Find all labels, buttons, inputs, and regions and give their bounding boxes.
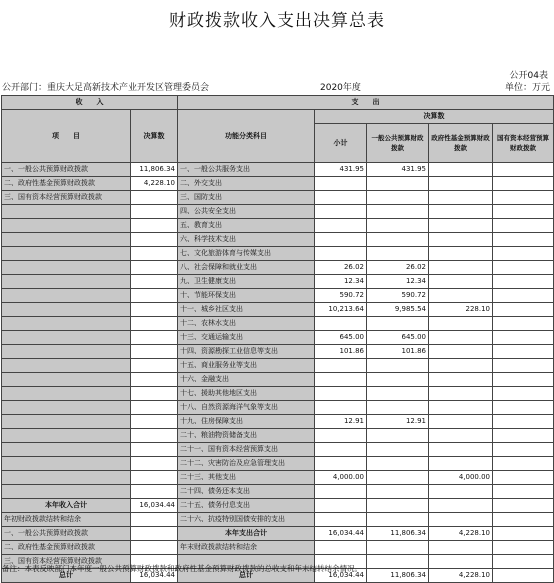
general-cell xyxy=(367,191,429,205)
general-cell: 12.34 xyxy=(367,275,429,289)
soe-capital-cell xyxy=(493,205,554,219)
income-value-cell xyxy=(131,345,178,359)
soe-capital-cell xyxy=(493,443,554,457)
expense-item-cell: 十一、城乡社区支出 xyxy=(178,303,315,317)
table-row xyxy=(2,471,554,485)
table-row xyxy=(2,275,554,289)
soe-capital-cell xyxy=(493,219,554,233)
general-cell xyxy=(367,359,429,373)
expense-item-cell: 二十一、国有资本经营预算支出 xyxy=(178,443,315,457)
income-item-cell xyxy=(2,317,131,331)
income-item-cell: 二、政府性基金预算财政拨款 xyxy=(2,541,131,555)
income-value-cell: 16,034.44 xyxy=(131,499,178,513)
final-amount-header: 决算数 xyxy=(131,110,178,163)
soe-capital-cell xyxy=(493,345,554,359)
expense-item-cell: 二、外交支出 xyxy=(178,177,315,191)
year-label: 2020年度 xyxy=(320,83,361,93)
gov-fund-cell xyxy=(429,275,493,289)
total-cell: 16,034.44 xyxy=(315,569,367,583)
total-cell: 12.91 xyxy=(315,415,367,429)
income-value-cell xyxy=(131,261,178,275)
general-cell xyxy=(367,387,429,401)
gov-fund-cell: 4,228.10 xyxy=(429,569,493,583)
soe-capital-cell xyxy=(493,415,554,429)
soe-capital-cell xyxy=(493,401,554,415)
income-value-cell xyxy=(131,303,178,317)
table-row xyxy=(2,429,554,443)
general-cell xyxy=(367,233,429,247)
general-cell xyxy=(367,177,429,191)
general-cell xyxy=(367,205,429,219)
general-cell xyxy=(367,401,429,415)
general-cell xyxy=(367,317,429,331)
gov-fund-cell xyxy=(429,247,493,261)
gov-fund-cell xyxy=(429,499,493,513)
expense-item-cell: 十六、金融支出 xyxy=(178,373,315,387)
general-cell xyxy=(367,555,429,569)
gov-fund-cell xyxy=(429,401,493,415)
total-cell: 16,034.44 xyxy=(315,527,367,541)
total-cell xyxy=(315,191,367,205)
income-item-cell xyxy=(2,443,131,457)
header-row-1 xyxy=(2,96,554,110)
total-cell xyxy=(315,247,367,261)
soe-capital-cell xyxy=(493,303,554,317)
general-cell: 645.00 xyxy=(367,331,429,345)
gov-fund-cell xyxy=(429,177,493,191)
total-cell xyxy=(315,373,367,387)
income-item-cell xyxy=(2,219,131,233)
gov-fund-cell xyxy=(429,429,493,443)
summary-row xyxy=(2,499,554,513)
soe-capital-cell xyxy=(493,275,554,289)
department-label: 公开部门：重庆大足高新技术产业开发区管理委员会 xyxy=(2,83,210,93)
gov-fund-cell xyxy=(429,387,493,401)
expense-item-cell: 六、科学技术支出 xyxy=(178,233,315,247)
soe-capital-cell xyxy=(493,485,554,499)
page-title: 财政拨款收入支出决算总表 xyxy=(169,11,385,31)
general-cell xyxy=(367,513,429,527)
expense-item-cell: 二十三、其他支出 xyxy=(178,471,315,485)
table-row xyxy=(2,205,554,219)
total-cell: 26.02 xyxy=(315,261,367,275)
table-row xyxy=(2,233,554,247)
table-row xyxy=(2,317,554,331)
total-cell xyxy=(315,485,367,499)
item-header: 项 目 xyxy=(2,110,131,163)
income-value-cell xyxy=(131,359,178,373)
table-row xyxy=(2,289,554,303)
soe-capital-cell xyxy=(493,233,554,247)
total-cell: 12.34 xyxy=(315,275,367,289)
expense-item-cell: 二十五、债务付息支出 xyxy=(178,499,315,513)
gov-fund-cell xyxy=(429,345,493,359)
soe-capital-cell xyxy=(493,373,554,387)
general-cell: 9,985.54 xyxy=(367,303,429,317)
gov-fund-cell xyxy=(429,457,493,471)
gov-fund-cell xyxy=(429,289,493,303)
gov-fund-cell xyxy=(429,163,493,177)
income-item-cell xyxy=(2,485,131,499)
gov-fund-cell xyxy=(429,219,493,233)
summary-row xyxy=(2,527,554,541)
general-cell xyxy=(367,429,429,443)
total-cell xyxy=(315,219,367,233)
soe-capital-cell xyxy=(493,331,554,345)
table-row xyxy=(2,387,554,401)
expense-item-cell: 十四、资源勘探工业信息等支出 xyxy=(178,345,315,359)
gov-fund-cell: 228.10 xyxy=(429,303,493,317)
general-cell xyxy=(367,247,429,261)
income-value-cell xyxy=(131,513,178,527)
total-cell xyxy=(315,457,367,471)
income-value-cell xyxy=(131,373,178,387)
table-row xyxy=(2,303,554,317)
income-value-cell xyxy=(131,331,178,345)
total-cell: 431.95 xyxy=(315,163,367,177)
gov-fund-cell xyxy=(429,555,493,569)
total-header: 小计 xyxy=(315,124,367,163)
soe-capital-cell xyxy=(493,177,554,191)
income-item-cell: 一、一般公共预算财政拨款 xyxy=(2,163,131,177)
general-cell: 101.86 xyxy=(367,345,429,359)
soe-capital-cell xyxy=(493,527,554,541)
budget-table xyxy=(1,95,554,583)
table-row xyxy=(2,485,554,499)
expense-item-cell: 八、社会保障和就业支出 xyxy=(178,261,315,275)
gov-fund-cell xyxy=(429,359,493,373)
soe-capital-cell xyxy=(493,289,554,303)
table-row xyxy=(2,359,554,373)
total-cell xyxy=(315,401,367,415)
expense-item-cell: 十九、住房保障支出 xyxy=(178,415,315,429)
income-value-cell: 16,034.44 xyxy=(131,569,178,583)
income-item-cell xyxy=(2,429,131,443)
total-cell xyxy=(315,359,367,373)
expense-item-cell: 十八、自然资源海洋气象等支出 xyxy=(178,401,315,415)
soe-capital-cell xyxy=(493,261,554,275)
general-cell: 11,806.34 xyxy=(367,527,429,541)
final-amount-header-2: 决算数 xyxy=(315,110,554,124)
general-cell xyxy=(367,443,429,457)
income-value-cell xyxy=(131,387,178,401)
func-class-header: 功能分类科目 xyxy=(178,110,315,163)
table-row xyxy=(2,373,554,387)
soe-capital-cell xyxy=(493,317,554,331)
gov-fund-cell xyxy=(429,485,493,499)
income-value-cell xyxy=(131,191,178,205)
income-value-cell xyxy=(131,401,178,415)
general-cell: 590.72 xyxy=(367,289,429,303)
soe-capital-cell xyxy=(493,499,554,513)
income-value-cell xyxy=(131,443,178,457)
summary-row xyxy=(2,541,554,555)
income-value-cell: 4,228.10 xyxy=(131,177,178,191)
total-cell xyxy=(315,429,367,443)
expense-item-cell: 四、公共安全支出 xyxy=(178,205,315,219)
expense-header: 支 出 xyxy=(178,96,554,110)
income-item-cell xyxy=(2,261,131,275)
income-item-cell xyxy=(2,275,131,289)
general-cell: 11,806.34 xyxy=(367,569,429,583)
expense-item-cell: 一、一般公共服务支出 xyxy=(178,163,315,177)
income-value-cell xyxy=(131,429,178,443)
total-cell xyxy=(315,205,367,219)
expense-item-cell: 十、节能环保支出 xyxy=(178,289,315,303)
form-number: 公开04表 xyxy=(509,71,548,81)
income-item-cell xyxy=(2,401,131,415)
general-cell xyxy=(367,373,429,387)
expense-item-cell: 七、文化旅游体育与传媒支出 xyxy=(178,247,315,261)
total-cell xyxy=(315,387,367,401)
expense-item-cell: 本年支出合计 xyxy=(178,527,315,541)
gov-fund-cell xyxy=(429,373,493,387)
unit-label: 单位：万元 xyxy=(504,83,550,93)
general-header: 一般公共预算财政拨款 xyxy=(367,124,429,163)
gov-fund-header: 政府性基金预算财政拨款 xyxy=(429,124,493,163)
total-cell: 10,213.64 xyxy=(315,303,367,317)
gov-fund-cell xyxy=(429,541,493,555)
general-cell xyxy=(367,499,429,513)
expense-item-cell: 总计 xyxy=(178,569,315,583)
total-cell xyxy=(315,513,367,527)
expense-item-cell: 九、卫生健康支出 xyxy=(178,275,315,289)
income-value-cell xyxy=(131,205,178,219)
total-cell xyxy=(315,499,367,513)
income-item-cell xyxy=(2,289,131,303)
soe-capital-cell xyxy=(493,429,554,443)
total-cell: 645.00 xyxy=(315,331,367,345)
soe-capital-header: 国有资本经营预算财政拨款 xyxy=(493,124,554,163)
expense-item-cell: 三、国防支出 xyxy=(178,191,315,205)
general-cell: 431.95 xyxy=(367,163,429,177)
income-item-cell xyxy=(2,345,131,359)
table-row xyxy=(2,261,554,275)
income-item-cell xyxy=(2,373,131,387)
income-value-cell xyxy=(131,415,178,429)
general-cell xyxy=(367,471,429,485)
income-item-cell xyxy=(2,471,131,485)
soe-capital-cell xyxy=(493,513,554,527)
income-value-cell xyxy=(131,541,178,555)
gov-fund-cell: 4,000.00 xyxy=(429,471,493,485)
general-cell: 12.91 xyxy=(367,415,429,429)
soe-capital-cell xyxy=(493,247,554,261)
gov-fund-cell xyxy=(429,191,493,205)
income-item-cell xyxy=(2,457,131,471)
table-row xyxy=(2,191,554,205)
income-item-cell xyxy=(2,247,131,261)
general-cell: 26.02 xyxy=(367,261,429,275)
total-cell xyxy=(315,177,367,191)
income-value-cell xyxy=(131,471,178,485)
income-item-cell xyxy=(2,303,131,317)
total-cell xyxy=(315,443,367,457)
soe-capital-cell xyxy=(493,457,554,471)
income-item-cell xyxy=(2,359,131,373)
table-row xyxy=(2,163,554,177)
gov-fund-cell xyxy=(429,443,493,457)
gov-fund-cell xyxy=(429,513,493,527)
income-value-cell xyxy=(131,317,178,331)
table-row xyxy=(2,443,554,457)
gov-fund-cell xyxy=(429,415,493,429)
table-row xyxy=(2,345,554,359)
gov-fund-cell xyxy=(429,233,493,247)
gov-fund-cell xyxy=(429,261,493,275)
report-meta xyxy=(2,80,552,94)
soe-capital-cell xyxy=(493,471,554,485)
table-row xyxy=(2,219,554,233)
income-item-cell: 三、国有资本经营预算财政拨款 xyxy=(2,555,131,569)
general-cell xyxy=(367,457,429,471)
gov-fund-cell xyxy=(429,317,493,331)
expense-item-cell: 二十二、灾害防治及应急管理支出 xyxy=(178,457,315,471)
header-row-2 xyxy=(2,110,554,124)
soe-capital-cell xyxy=(493,191,554,205)
income-item-cell: 总计 xyxy=(2,569,131,583)
soe-capital-cell xyxy=(493,555,554,569)
table-row xyxy=(2,415,554,429)
income-value-cell xyxy=(131,219,178,233)
summary-row xyxy=(2,513,554,527)
expense-item-cell: 十三、交通运输支出 xyxy=(178,331,315,345)
table-row xyxy=(2,457,554,471)
table-row xyxy=(2,331,554,345)
table-row xyxy=(2,177,554,191)
footnote: 备注：本表反映部门本年度一般公共预算财政拨款和政府性基金预算财政拨款的总收支和年末结转结余情况。 xyxy=(2,564,362,573)
expense-item-cell: 二十四、债务还本支出 xyxy=(178,485,315,499)
total-cell xyxy=(315,541,367,555)
total-cell: 590.72 xyxy=(315,289,367,303)
income-item-cell xyxy=(2,205,131,219)
income-item-cell: 三、国有资本经营预算财政拨款 xyxy=(2,191,131,205)
expense-item-cell: 五、教育支出 xyxy=(178,219,315,233)
expense-item-cell: 十五、商业服务业等支出 xyxy=(178,359,315,373)
expense-item-cell: 二十六、抗疫特别国债安排的支出 xyxy=(178,513,315,527)
total-cell xyxy=(315,317,367,331)
income-value-cell: 11,806.34 xyxy=(131,163,178,177)
income-value-cell xyxy=(131,527,178,541)
income-item-cell xyxy=(2,387,131,401)
income-item-cell xyxy=(2,331,131,345)
expense-item-cell: 二十、粮油物资储备支出 xyxy=(178,429,315,443)
expense-item-cell: 十二、农林水支出 xyxy=(178,317,315,331)
income-item-cell: 一、一般公共预算财政拨款 xyxy=(2,527,131,541)
soe-capital-cell xyxy=(493,163,554,177)
income-value-cell xyxy=(131,247,178,261)
general-cell xyxy=(367,219,429,233)
income-item-cell: 二、政府性基金预算财政拨款 xyxy=(2,177,131,191)
income-value-cell xyxy=(131,289,178,303)
income-header: 收 入 xyxy=(2,96,178,110)
table-row xyxy=(2,401,554,415)
income-item-cell xyxy=(2,233,131,247)
general-cell xyxy=(367,485,429,499)
soe-capital-cell xyxy=(493,359,554,373)
income-value-cell xyxy=(131,485,178,499)
gov-fund-cell: 4,228.10 xyxy=(429,527,493,541)
income-value-cell xyxy=(131,275,178,289)
income-value-cell xyxy=(131,233,178,247)
income-item-cell: 年初财政拨款结转和结余 xyxy=(2,513,131,527)
soe-capital-cell xyxy=(493,541,554,555)
income-item-cell: 本年收入合计 xyxy=(2,499,131,513)
income-item-cell xyxy=(2,415,131,429)
expense-item-cell: 年末财政拨款结转和结余 xyxy=(178,541,315,555)
table-row xyxy=(2,247,554,261)
income-value-cell xyxy=(131,457,178,471)
general-cell xyxy=(367,541,429,555)
gov-fund-cell xyxy=(429,205,493,219)
total-cell: 4,000.00 xyxy=(315,471,367,485)
total-cell xyxy=(315,233,367,247)
soe-capital-cell xyxy=(493,387,554,401)
gov-fund-cell xyxy=(429,331,493,345)
total-cell: 101.86 xyxy=(315,345,367,359)
expense-item-cell: 十七、援助其他地区支出 xyxy=(178,387,315,401)
